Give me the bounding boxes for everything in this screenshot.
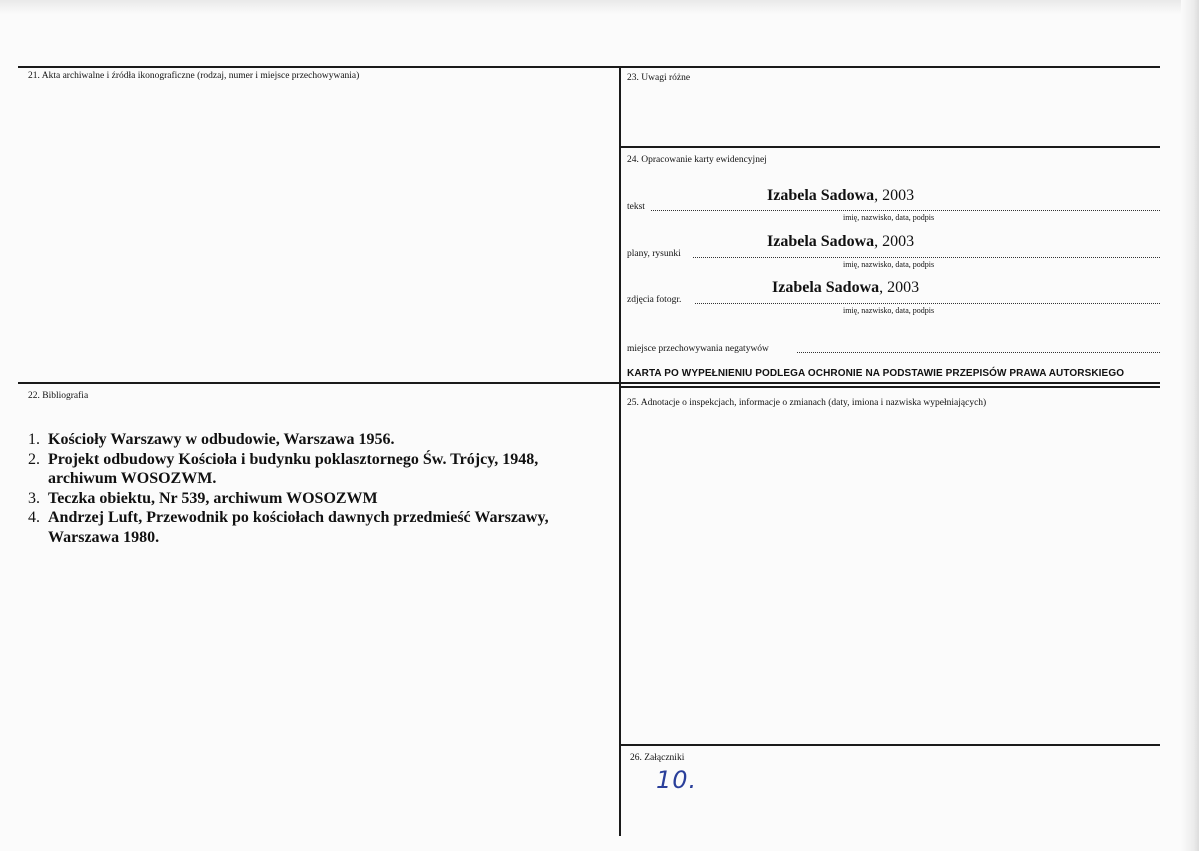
author-entry-plans: Izabela Sadowa, 2003: [767, 233, 915, 250]
rule-middle: [18, 382, 1160, 384]
section-25-label: 25. Adnotacje o inspekcjach, informacje o zmianach (daty, imiona i nazwiska wypełniających): [627, 398, 987, 408]
field-text-label: tekst: [627, 202, 645, 212]
author-entry-text: Izabela Sadowa, 2003: [767, 187, 915, 204]
field-text-line: [651, 210, 1160, 211]
field-plans-caption: imię, nazwisko, data, podpis: [843, 260, 935, 269]
center-divider: [619, 66, 621, 836]
bibliography-list: [28, 430, 568, 547]
section-24-label: 24. Opracowanie karty ewidencyjnej: [627, 155, 767, 165]
rule-23-24: [620, 146, 1160, 148]
section-23-label: 23. Uwagi różne: [627, 73, 691, 83]
section-21-label: 21. Akta archiwalne i źródła ikonograficzne (rodzaj, numer i miejsce przechowywania): [28, 71, 360, 81]
rule-26: [620, 744, 1160, 746]
bibliography-item: 4. Andrzej Luft, Przewodnik po kościołach dawnych przedmieść Warszawy, Warszawa 1980.: [28, 509, 549, 546]
field-text-caption: imię, nazwisko, data, podpis: [843, 213, 935, 222]
scan-edge-right: [1181, 0, 1199, 851]
bibliography-item: 3. Teczka obiektu, Nr 539, archiwum WOSOZWM: [28, 489, 378, 507]
negatives-line: [797, 352, 1160, 353]
section-26-label: 26. Załączniki: [630, 753, 685, 763]
field-photos-caption: imię, nazwisko, data, podpis: [843, 306, 935, 315]
copyright-notice: KARTA PO WYPEŁNIENIU PODLEGA OCHRONIE NA PODSTAWIE PRZEPISÓW PRAWA AUTORSKIEGO: [627, 368, 1125, 379]
field-photos-label: zdjęcia fotogr.: [627, 295, 682, 305]
bibliography-item: 2. Projekt odbudowy Kościoła i budynku poklasztornego Św. Trójcy, 1948, archiwum WOSOZWM.: [28, 450, 539, 487]
field-plans-label: plany, rysunki: [627, 249, 681, 259]
field-plans-line: [693, 257, 1160, 258]
bibliography-item: 1. Kościoły Warszawy w odbudowie, Warszawa 1956.: [28, 431, 395, 448]
author-entry-photos: Izabela Sadowa, 2003: [772, 279, 920, 296]
scan-edge-top: [0, 0, 1199, 14]
rule-notice: [620, 386, 1160, 388]
field-photos-line: [695, 303, 1160, 304]
top-rule: [18, 66, 1160, 68]
section-22-label: 22. Bibliografia: [28, 391, 89, 401]
negatives-label: miejsce przechowywania negatywów: [627, 344, 769, 354]
attachments-count: 10.: [656, 766, 698, 794]
